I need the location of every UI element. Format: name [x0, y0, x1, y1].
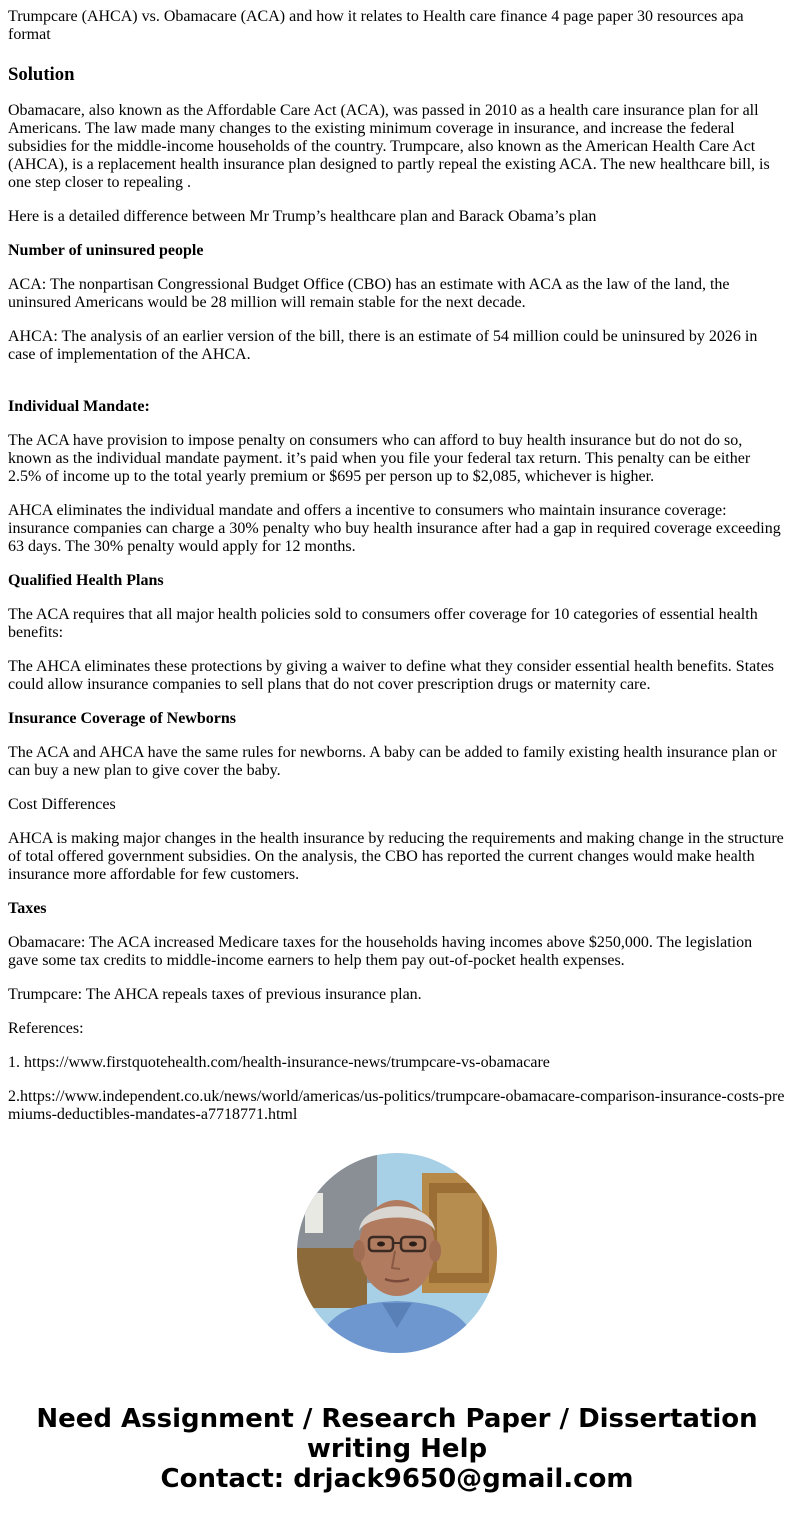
difference-intro: Here is a detailed difference between Mr Trump’s healthcare plan and Barack Obama’s plan	[8, 208, 597, 225]
section-heading-uninsured: Number of uninsured people	[8, 242, 204, 259]
qualified-ahca-paragraph: The AHCA eliminates these protections by giving a waiver to define what they consider essential health benefits. States could allow insurance companies to sell plans that do not cover prescription drugs or maternity care.	[8, 658, 775, 693]
avatar-photo	[297, 1153, 497, 1353]
cost-paragraph: AHCA is making major changes in the health insurance by reducing the requirements and making change in the structure of total offered government subsidies. On the analysis, the CBO has reported the current changes would make health insurance more affordable for few customers.	[8, 830, 784, 883]
uninsured-aca-paragraph: ACA: The nonpartisan Congressional Budget Office (CBO) has an estimate with ACA as the law of the land, the uninsured Americans would be 28 million will remain stable for the next decade.	[8, 276, 730, 311]
taxes-trumpcare-paragraph: Trumpcare: The AHCA repeals taxes of previous insurance plan.	[8, 986, 422, 1003]
newborns-paragraph: The ACA and AHCA have the same rules for newborns. A baby can be added to family existing health insurance plan or can buy a new plan to give cover the baby.	[8, 744, 777, 779]
avatar	[297, 1153, 497, 1353]
section-heading-qualified: Qualified Health Plans	[8, 572, 164, 589]
promo-contact: Contact: drjack9650@gmail.com	[160, 1464, 634, 1494]
mandate-aca-paragraph: The ACA have provision to impose penalty on consumers who can afford to buy health insurance but do not do so, known as the individual mandate payment. it’s paid when you file your federal tax return. This penalty can be either 2.5% of income up to the total yearly premium or $695 per person up to $2,085, whichever is higher.	[8, 432, 751, 485]
references-heading: References:	[8, 1020, 84, 1037]
reference-item: 1. https://www.firstquotehealth.com/health-insurance-news/trumpcare-vs-obamacare	[8, 1054, 550, 1071]
section-heading-cost: Cost Differences	[8, 796, 116, 813]
promo-line: Need Assignment / Research Paper / Dissertation	[36, 1404, 758, 1434]
section-heading-taxes: Taxes	[8, 900, 47, 917]
solution-heading: Solution	[8, 64, 75, 85]
section-heading-newborns: Insurance Coverage of Newborns	[8, 710, 236, 727]
uninsured-ahca-paragraph: AHCA: The analysis of an earlier version of the bill, there is an estimate of 54 million could be uninsured by 2026 in case of implementation of the AHCA.	[8, 328, 758, 363]
section-heading-mandate: Individual Mandate:	[8, 398, 150, 415]
question-title: Trumpcare (AHCA) vs. Obamacare (ACA) and how it relates to Health care finance 4 page paper 30 resources apa format	[8, 8, 744, 43]
qualified-aca-paragraph: The ACA requires that all major health policies sold to consumers offer coverage for 10 categories of essential health benefits:	[8, 606, 758, 641]
document-body	[8, 8, 786, 1140]
promo-line: writing Help	[306, 1434, 488, 1464]
taxes-obamacare-paragraph: Obamacare: The ACA increased Medicare taxes for the households having incomes above $250,000. The legislation gave some tax credits to middle-income earners to help them pay out-of-pocket health expenses.	[8, 934, 753, 969]
reference-item: 2.https://www.independent.co.uk/news/world/americas/us-politics/trumpcare-obamacare-comparison-insurance-costs-premiums-deductibles-mandates-a7718771.html	[8, 1088, 785, 1123]
promo-banner	[0, 1404, 794, 1494]
mandate-ahca-paragraph: AHCA eliminates the individual mandate and offers a incentive to consumers who maintain insurance coverage: insurance companies can charge a 30% penalty who buy health insurance after had a gap in required coverage exceeding 63 days. The 30% penalty would apply for 12 months.	[8, 502, 781, 555]
intro-paragraph: Obamacare, also known as the Affordable Care Act (ACA), was passed in 2010 as a health care insurance plan for all Americans. The law made many changes to the existing minimum coverage in insurance, and increase the federal subsidies for the middle-income households of the country. Trumpcare, also known as the American Health Care Act (AHCA), is a replacement health insurance plan designed to partly repeal the existing ACA. The new healthcare bill, is one step closer to repealing .	[8, 102, 770, 191]
